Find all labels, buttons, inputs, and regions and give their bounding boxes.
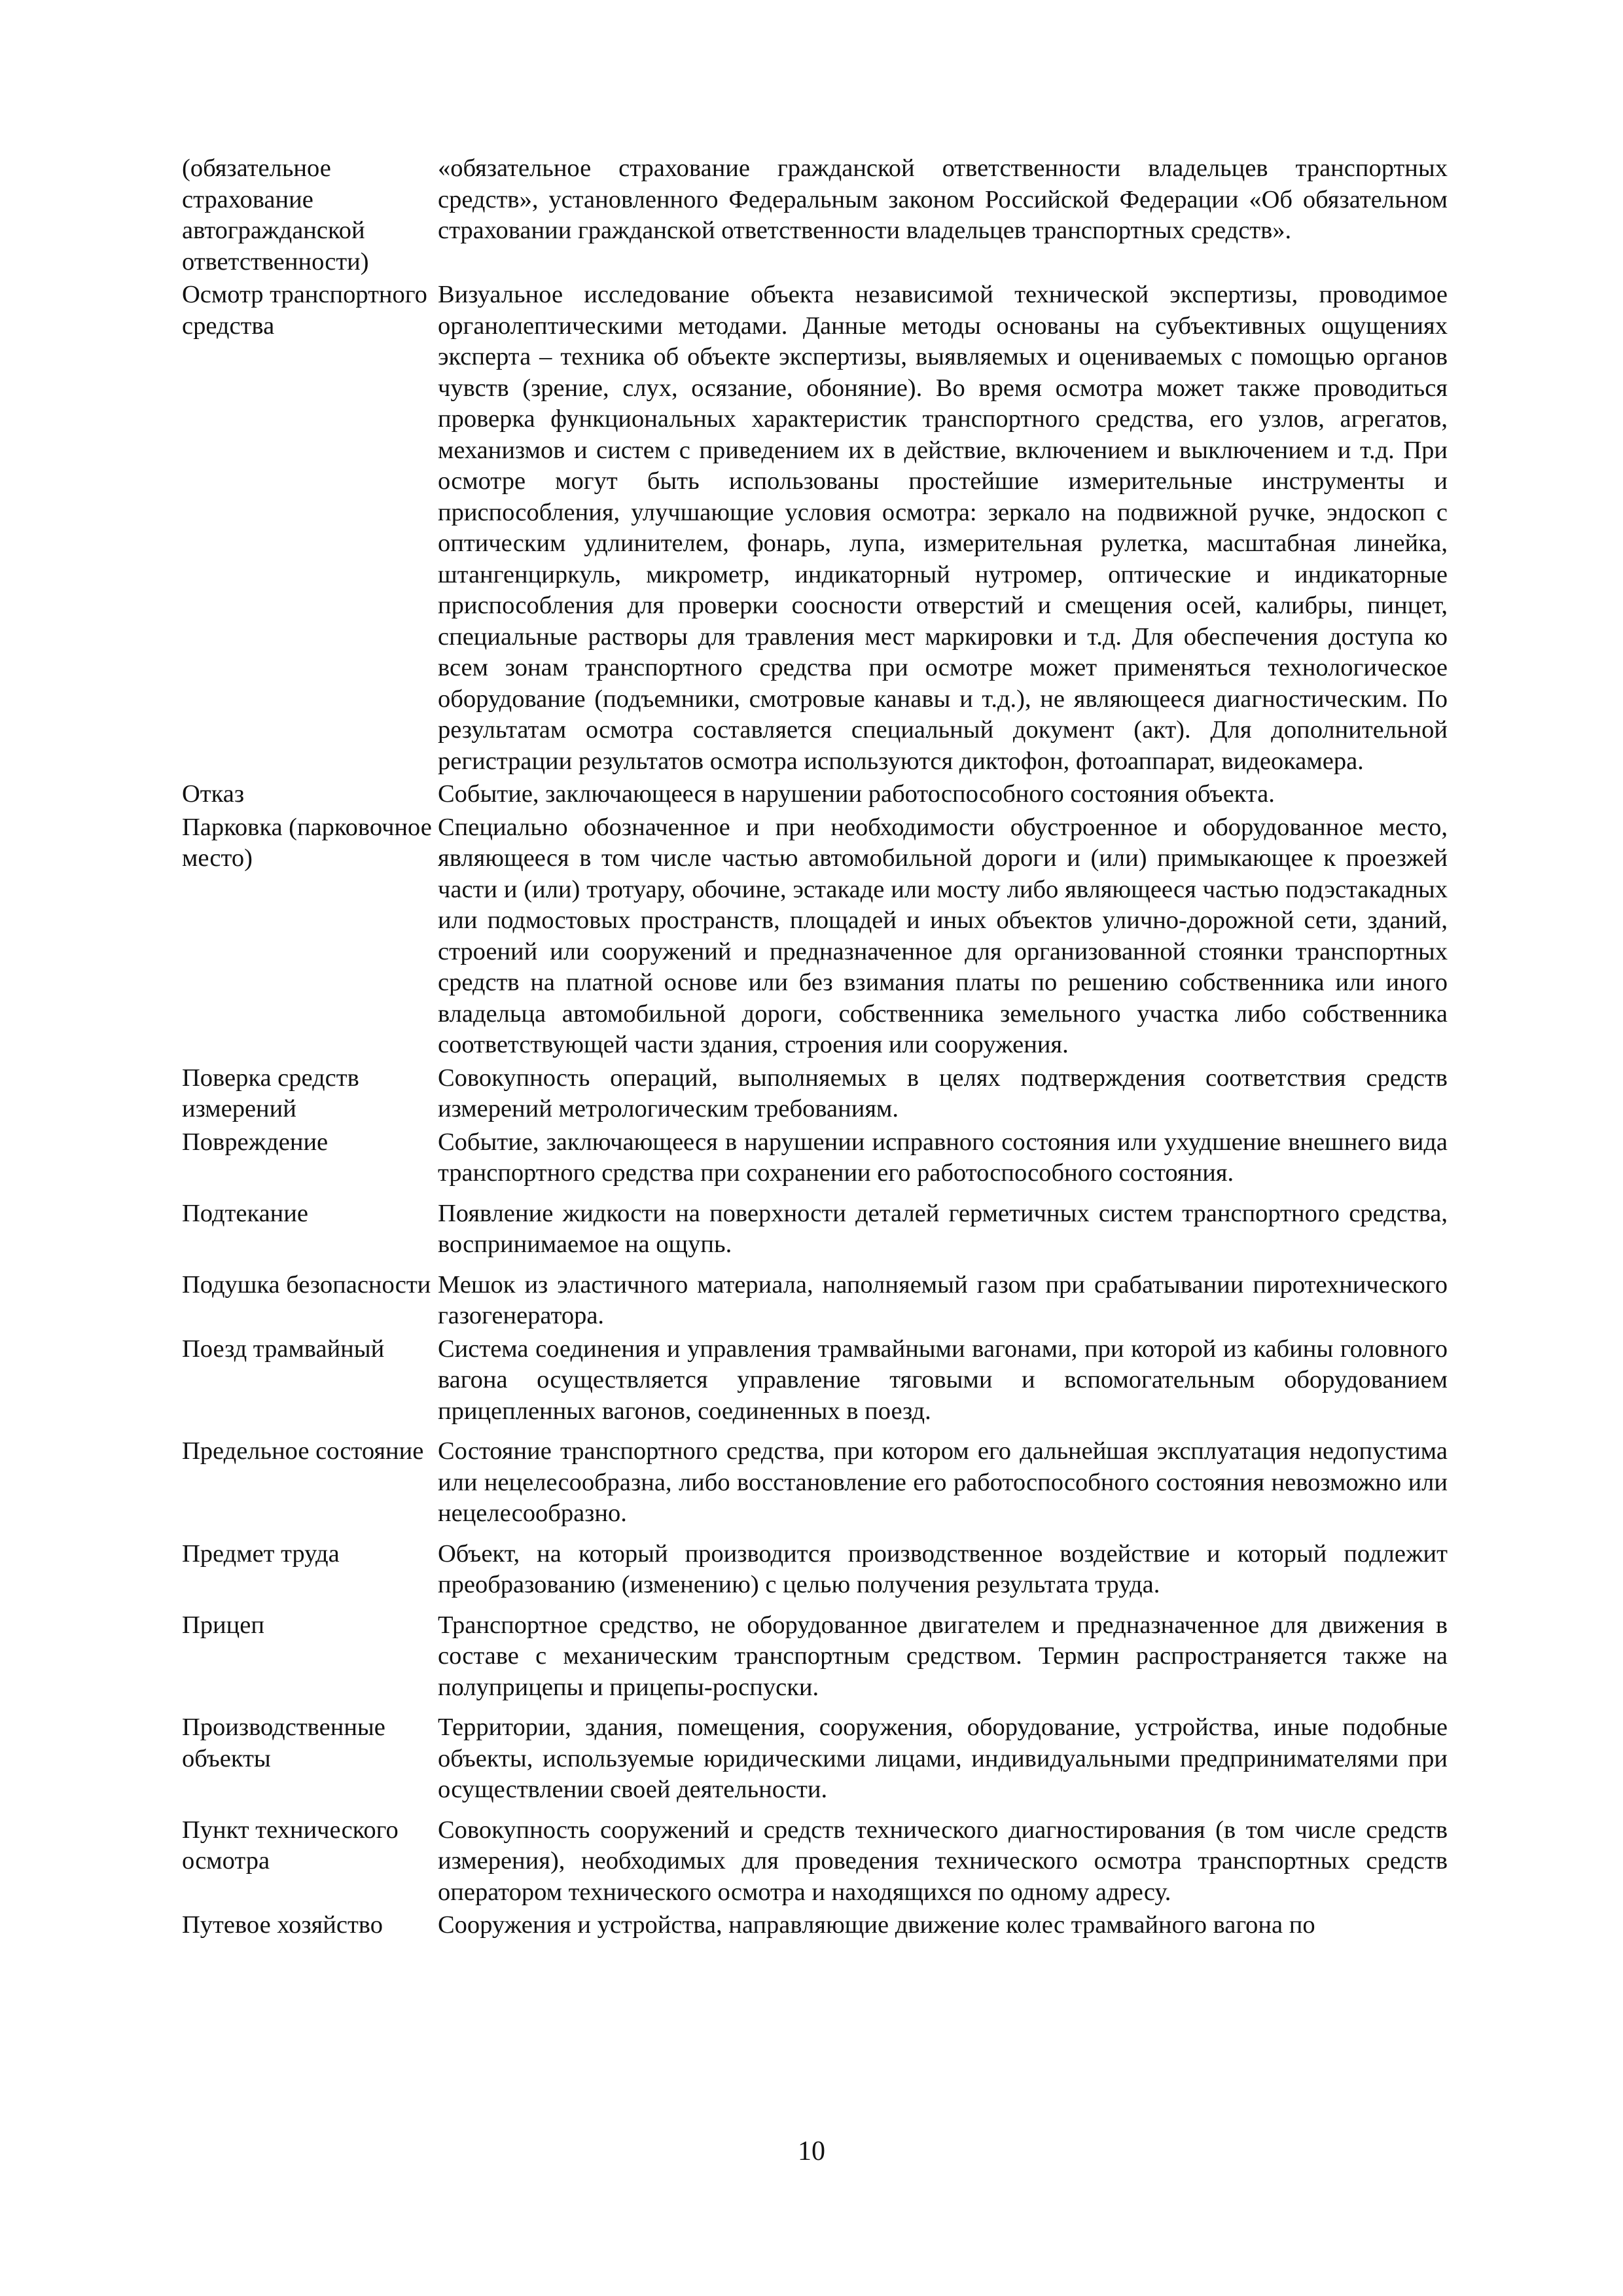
definition: Появление жидкости на поверхности деталей герметичных систем транспортного средства, воспринимаемое на ощупь. (438, 1199, 1448, 1258)
definition: Совокупность операций, выполняемых в целях подтверждения соответствия средств измерений метрологическим требованиям. (438, 1064, 1448, 1122)
definition: Сооружения и устройства, направляющие движение колес трамвайного вагона по (438, 1911, 1315, 1939)
glossary-row-damage (182, 1125, 1448, 1189)
glossary-row-limit-state (182, 1427, 1448, 1530)
glossary-row-airbag (182, 1261, 1448, 1332)
glossary-row-osago (182, 153, 1448, 278)
glossary-row-failure (182, 777, 1448, 810)
term: Отказ (182, 780, 245, 808)
term: Пункт технического осмотра (182, 1816, 399, 1874)
term: Прицеп (182, 1611, 264, 1639)
term: Поезд трамвайный (182, 1335, 385, 1363)
glossary-row-verification (182, 1061, 1448, 1125)
glossary-row-inspection-point (182, 1806, 1448, 1909)
glossary-row-track-facilities (182, 1908, 1448, 1941)
definition: Совокупность сооружений и средств технического диагностирования (в том числе средств измерения), необходимых для проведения технического осмотра транспортных средств оператором технического осмотра и находящихся по одному адресу. (438, 1816, 1448, 1906)
definition: Событие, заключающееся в нарушении работоспособного состояния объекта. (438, 780, 1275, 808)
definition: Событие, заключающееся в нарушении исправного состояния или ухудшение внешнего вида транспортного средства при сохранении его работоспособного состояния. (438, 1128, 1448, 1187)
term: Производственные объекты (182, 1713, 385, 1772)
glossary-table (182, 153, 1448, 1941)
glossary-row-production-facilities (182, 1703, 1448, 1806)
page-number: 10 (798, 2136, 825, 2166)
glossary-row-trailer (182, 1601, 1448, 1704)
glossary-row-vehicle-inspection (182, 278, 1448, 777)
definition: «обязательное страхование гражданской ответственности владельцев транспортных средств», установленного Федеральным законом Российской Федерации «Об обязательном страховании гражданской ответственности владельцев транспортных средств». (438, 154, 1448, 244)
definition: Территории, здания, помещения, сооружения, оборудование, устройства, иные подобные объекты, используемые юридическими лицами, индивидуальными предпринимателями при осуществлении своей деятельности. (438, 1713, 1448, 1803)
term: Предельное состояние (182, 1437, 424, 1465)
glossary-row-tram-train (182, 1332, 1448, 1427)
definition: Визуальное исследование объекта независимой технической экспертизы, проводимое органолептическими методами. Данные методы основаны на субъективных ощущениях эксперта – техника об объекте экспертизы, выявляемых и оцениваемых с помощью органов чувств (зрение, слух, осязание, обоняние). Во время осмотра может также проводиться проверка функциональных характеристик транспортного средства, его узлов, агрегатов, механизмов и систем с приведением их в действие, включением и выключением и т.д. При осмотре могут быть использованы простейшие измерительные инструменты и приспособления, улучшающие условия осмотра: зеркало на подвижной ручке, эндоскоп с оптическим удлинителем, фонарь, лупа, измерительная рулетка, масштабная линейка, штангенциркуль, микрометр, индикаторный нутромер, оптические и индикаторные приспособления для проверки соосности отверстий и смещения осей, калибры, пинцет, специальные растворы для травления мест маркировки и т.д. Для обеспечения доступа ко всем зонам транспортного средства при осмотре может применяться технологическое оборудование (подъемники, смотровые канавы и т.д.), не являющееся диагностическим. По результатам осмотра составляется специальный документ (акт). Для дополнительной регистрации результатов осмотра используются диктофон, фотоаппарат, видеокамера. (438, 281, 1448, 775)
definition: Объект, на который производится производственное воздействие и который подлежит преобразованию (изменению) с целью получения результата труда. (438, 1539, 1448, 1598)
term: (обязательное страхование автогражданской ответственности) (182, 154, 369, 276)
term: Повреждение (182, 1128, 329, 1156)
definition: Состояние транспортного средства, при котором его дальнейшая эксплуатация недопустима или нецелесообразна, либо восстановление его работоспособного состояния невозможно или нецелесообразно. (438, 1437, 1448, 1527)
definition: Транспортное средство, не оборудованное двигателем и предназначенное для движения в составе с механическим транспортным средством. Термин распространяется также на полуприцепы и прицепы-роспуски. (438, 1611, 1448, 1701)
term: Предмет труда (182, 1539, 340, 1568)
term: Подушка безопасности (182, 1270, 431, 1299)
term: Осмотр транспортного средства (182, 281, 427, 340)
glossary-row-subject-of-labor (182, 1530, 1448, 1601)
definition: Система соединения и управления трамвайными вагонами, при которой из кабины головного вагона осуществляется управление тяговыми и вспомогательным оборудованием прицепленных вагонов, соединенных в поезд. (438, 1335, 1448, 1425)
definition: Специально обозначенное и при необходимости обустроенное и оборудованное место, являющееся в том числе частью автомобильной дороги и (или) примыкающее к проезжей части и (или) тротуару, обочине, эстакаде или мосту либо являющееся частью подэстакадных или подмостовых пространств, площадей и иных объектов улично-дорожной сети, зданий, строений или сооружений и предназначенное для организованной стоянки транспортных средств на платной основе или без взимания платы по решению собственника или иного владельца автомобильной дороги, собственника земельного участка либо собственника соответствующей части здания, строения или сооружения. (438, 813, 1448, 1058)
term: Парковка (парковочное место) (182, 813, 432, 872)
term: Поверка средств измерений (182, 1064, 359, 1122)
term: Путевое хозяйство (182, 1911, 383, 1939)
document-page (182, 153, 1448, 1941)
term: Подтекание (182, 1199, 308, 1227)
definition: Мешок из эластичного материала, наполняемый газом при срабатывании пиротехнического газогенератора. (438, 1270, 1448, 1329)
glossary-row-leakage (182, 1189, 1448, 1261)
glossary-row-parking (182, 810, 1448, 1061)
